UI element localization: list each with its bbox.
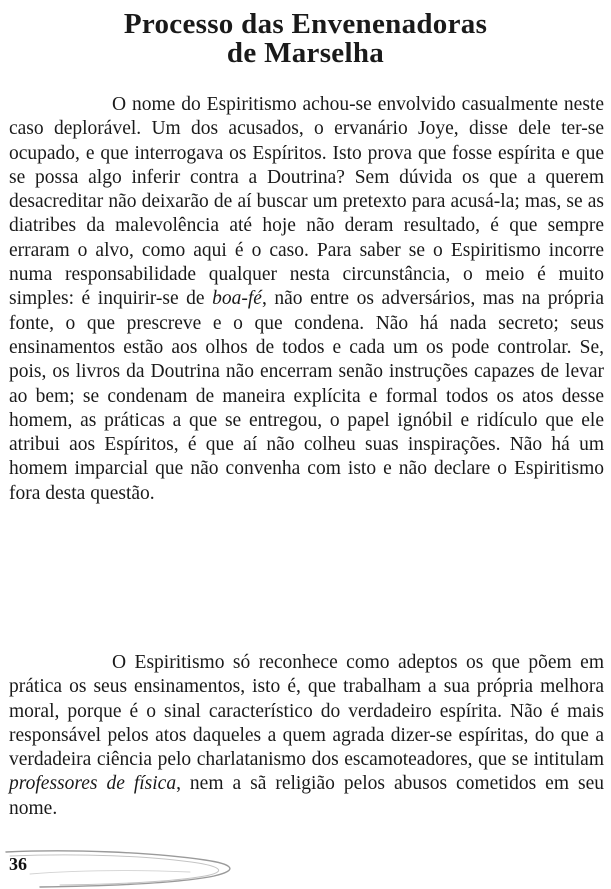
paragraph-2-italic-professores: professores de física xyxy=(9,773,177,795)
page-number: 36 xyxy=(9,854,27,874)
title-line-1: Processo das Envenenadoras xyxy=(123,8,488,40)
paragraph-2-text-a: O Espiritismo só reconhece como adeptos os que põem em prática os seus ensinamentos, isto é, que trabalham a sua própria melhora moral, porque é o sinal característico do verdadeiro espírita. Não é mais responsável pelos atos daqueles a quem agrada dizer-se espíritas, do que a verdadeira ciência pelo charlatanismo dos escamoteadores, que se intitulam xyxy=(9,652,604,771)
paragraph-1 xyxy=(9,93,604,506)
paragraph-2 xyxy=(9,651,604,821)
page-footer xyxy=(0,846,611,889)
paragraph-1-text-a: O nome do Espiritismo achou-se envolvido casualmente neste caso deplorável. Um dos acusados, o ervanário Joye, disse dele ter-se ocupado, e que interrogava os Espíritos. Isto prova que fosse espírita e que se possa algo inferir contra a Doutrina? Sem dúvida os que a querem desacreditar não deixarão de aí buscar um pretexto para acusá-la; mas, se as diatribes da malevolência até hoje não deram resultado, é que sempre erraram o alvo, como aqui é o caso. Para saber se o Espiritismo incorre numa responsabilidade qualquer nesta circunstância, o meio é muito simples: é inquirir-se de xyxy=(9,94,604,310)
title-line-2: de Marselha xyxy=(226,37,385,69)
paragraph-1-italic-boa-fe: boa-fé xyxy=(212,288,262,310)
page-title xyxy=(0,10,611,68)
paragraph-2-text-b: , nem a sã religião pelos abusos cometidos em seu nome. xyxy=(9,773,604,819)
swoosh-ornament-icon xyxy=(0,846,260,889)
paragraph-1-text-b: , não entre os adversários, mas na própria fonte, o que prescreve e o que condena. Não há nada secreto; seus ensinamentos estão aos olhos de todos e cada um os pode controlar. Se, pois, os livros da Doutrina não encerram senão instruções capazes de levar ao bem; se condenam de maneira explícita e formal todos os atos desse homem, as práticas a que se entregou, o papel ignóbil e ridículo que ele atribui aos Espíritos, é que aí não colheu suas inspirações. Não há um homem imparcial que não convenha com isto e não declare o Espiritismo fora desta questão. xyxy=(9,288,605,504)
